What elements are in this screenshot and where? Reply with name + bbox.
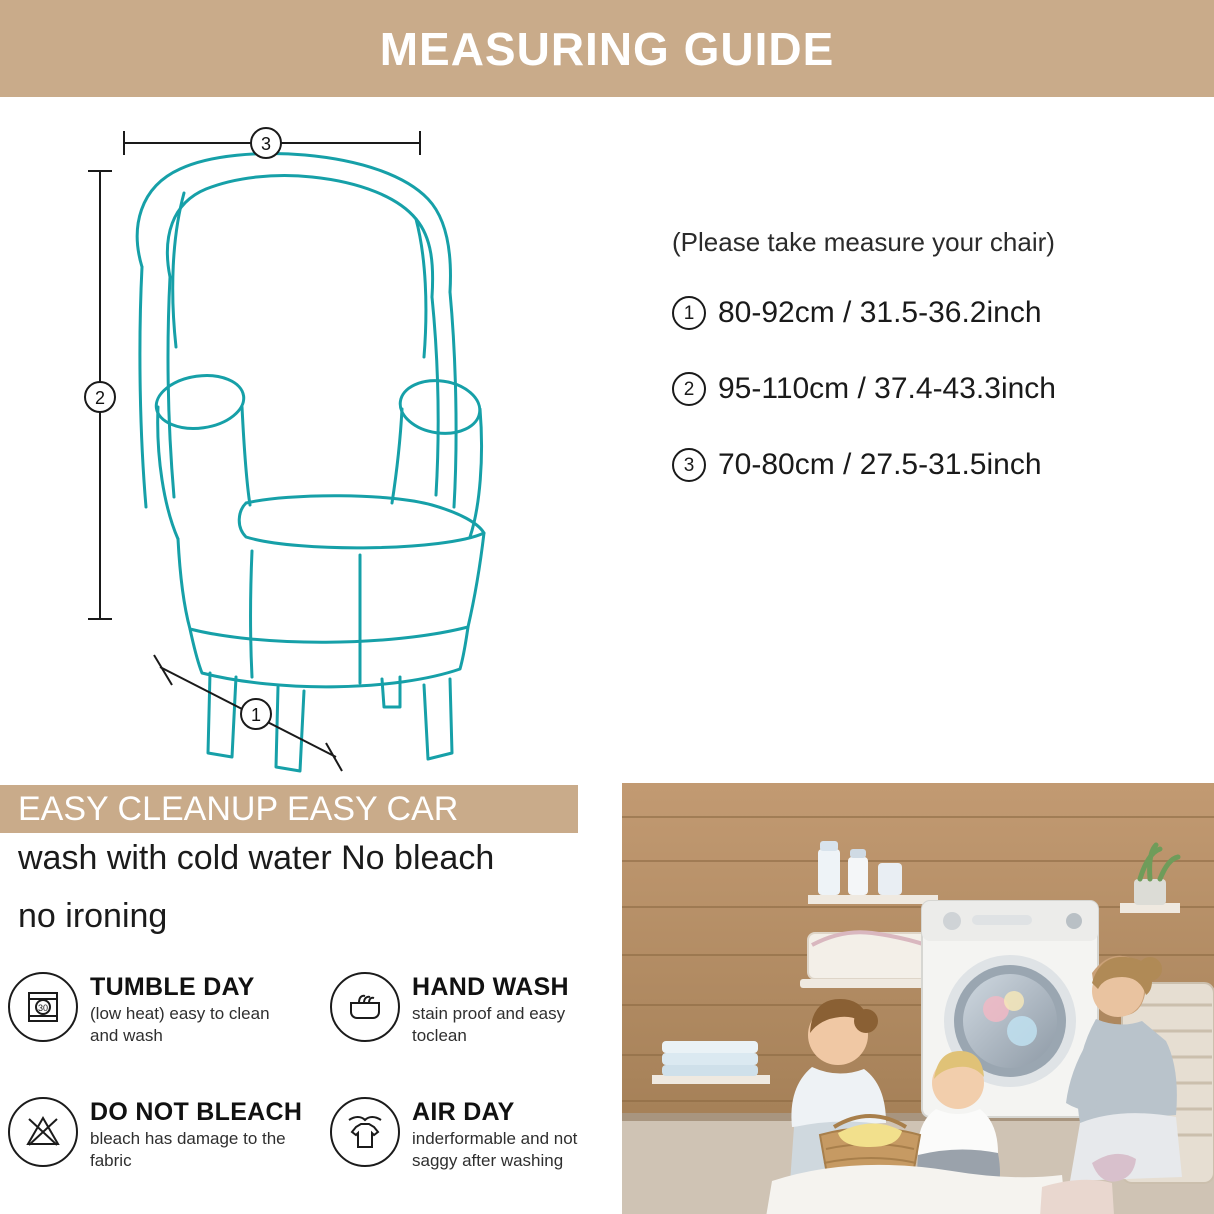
care-title-tumble-dry: TUMBLE DAY — [90, 973, 255, 1001]
air-dry-shirt-icon — [330, 1097, 400, 1167]
spec-row-3 — [672, 448, 1192, 482]
measuring-section — [0, 97, 1214, 777]
hand-wash-icon — [330, 972, 400, 1042]
care-desc-air-dry: inderformable and not saggy after washing — [412, 1129, 578, 1170]
spec-row-2 — [672, 372, 1192, 406]
spec-text-2: 95-110cm / 37.4-43.3inch — [718, 372, 1056, 405]
care-desc-tumble-dry: (low heat) easy to clean and wash — [90, 1004, 270, 1045]
measure-note: (Please take measure your chair) — [672, 227, 1055, 257]
care-title-do-not-bleach: DO NOT BLEACH — [90, 1098, 303, 1126]
care-title-air-dry: AIR DAY — [412, 1098, 515, 1126]
page-title: MEASURING GUIDE — [379, 22, 835, 75]
dimension-1-label: 1 — [250, 705, 262, 725]
spec-row-1 — [672, 296, 1192, 330]
laundry-photo — [622, 783, 1214, 1214]
spec-number-1: 1 — [672, 296, 706, 330]
spec-text-1: 80-92cm / 31.5-36.2inch — [718, 296, 1042, 329]
tumble-dry-30-icon — [8, 972, 78, 1042]
care-desc-do-not-bleach: bleach has damage to the fabric — [90, 1129, 286, 1170]
dimension-2-label: 2 — [94, 388, 106, 408]
do-not-bleach-icon — [8, 1097, 78, 1167]
specs-list — [672, 227, 1192, 524]
care-item-tumble-dry — [8, 972, 300, 1046]
spec-number-2: 2 — [672, 372, 706, 406]
spec-number-3: 3 — [672, 448, 706, 482]
dimension-3-label: 3 — [260, 134, 272, 154]
care-desc-hand-wash: stain proof and easy toclean — [412, 1004, 566, 1045]
care-item-hand-wash — [330, 972, 620, 1046]
spec-text-3: 70-80cm / 27.5-31.5inch — [718, 448, 1042, 481]
care-item-do-not-bleach — [8, 1097, 302, 1171]
svg-text:30: 30 — [37, 1003, 49, 1013]
cleanup-banner — [0, 785, 578, 833]
cleanup-line-2: no ironing — [18, 897, 168, 935]
care-title-hand-wash: HAND WASH — [412, 973, 569, 1001]
header-banner — [0, 0, 1214, 97]
cleanup-banner-text: EASY CLEANUP EASY CAR — [18, 789, 459, 828]
care-item-air-dry — [330, 1097, 620, 1171]
chair-diagram — [60, 107, 660, 777]
cleanup-line-1: wash with cold water No bleach — [18, 839, 495, 877]
